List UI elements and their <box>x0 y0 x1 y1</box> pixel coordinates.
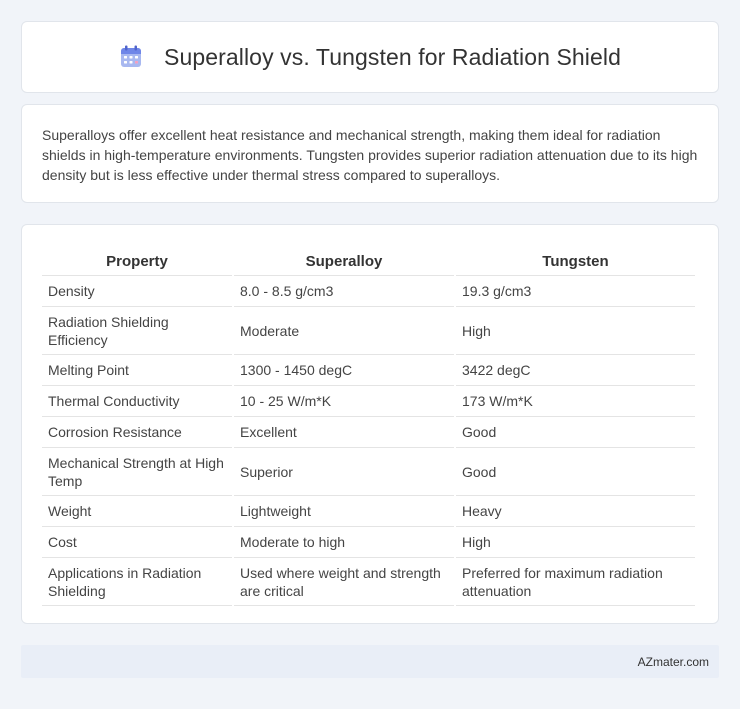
tungsten-cell: Good <box>456 448 695 496</box>
tungsten-cell: Heavy <box>456 496 695 527</box>
tungsten-cell: Preferred for maximum radiation attenuation <box>456 558 695 606</box>
superalloy-cell: Used where weight and strength are critical <box>234 558 454 606</box>
table-header-row <box>42 245 695 276</box>
table-row <box>42 496 695 527</box>
comparison-card <box>21 224 719 624</box>
superalloy-cell: Excellent <box>234 417 454 448</box>
table-row <box>42 276 695 307</box>
comparison-table <box>40 245 697 606</box>
table-row <box>42 558 695 606</box>
table-row <box>42 417 695 448</box>
property-cell: Applications in Radiation Shielding <box>42 558 232 606</box>
table-row <box>42 307 695 355</box>
page-title: Superalloy vs. Tungsten for Radiation Shield <box>164 43 621 70</box>
tungsten-cell: 19.3 g/cm3 <box>456 276 695 307</box>
superalloy-cell: 8.0 - 8.5 g/cm3 <box>234 276 454 307</box>
column-header-tungsten: Tungsten <box>456 245 695 276</box>
superalloy-cell: Moderate to high <box>234 527 454 558</box>
superalloy-cell: 10 - 25 W/m*K <box>234 386 454 417</box>
calendar-icon <box>119 45 143 69</box>
footer <box>21 645 719 678</box>
table-row <box>42 448 695 496</box>
table-row <box>42 355 695 386</box>
superalloy-cell: Lightweight <box>234 496 454 527</box>
tungsten-cell: Good <box>456 417 695 448</box>
intro-card <box>21 104 719 203</box>
superalloy-cell: Moderate <box>234 307 454 355</box>
property-cell: Melting Point <box>42 355 232 386</box>
property-cell: Mechanical Strength at High Temp <box>42 448 232 496</box>
tungsten-cell: 173 W/m*K <box>456 386 695 417</box>
property-cell: Radiation Shielding Efficiency <box>42 307 232 355</box>
property-cell: Density <box>42 276 232 307</box>
tungsten-cell: High <box>456 307 695 355</box>
title-card <box>21 21 719 93</box>
property-cell: Corrosion Resistance <box>42 417 232 448</box>
superalloy-cell: 1300 - 1450 degC <box>234 355 454 386</box>
intro-text: Superalloys offer excellent heat resistance and mechanical strength, making them ideal for radiation shields in high-temperature environments. Tungsten provides superior radiation attenuation due to its high density but is less effective under thermal stress compared to superalloys. <box>42 127 698 183</box>
superalloy-cell: Superior <box>234 448 454 496</box>
property-cell: Weight <box>42 496 232 527</box>
property-cell: Thermal Conductivity <box>42 386 232 417</box>
table-row <box>42 386 695 417</box>
table-row <box>42 527 695 558</box>
property-cell: Cost <box>42 527 232 558</box>
column-header-superalloy: Superalloy <box>234 245 454 276</box>
footer-site-link[interactable]: AZmater.com <box>637 654 709 669</box>
tungsten-cell: High <box>456 527 695 558</box>
column-header-property: Property <box>42 245 232 276</box>
tungsten-cell: 3422 degC <box>456 355 695 386</box>
